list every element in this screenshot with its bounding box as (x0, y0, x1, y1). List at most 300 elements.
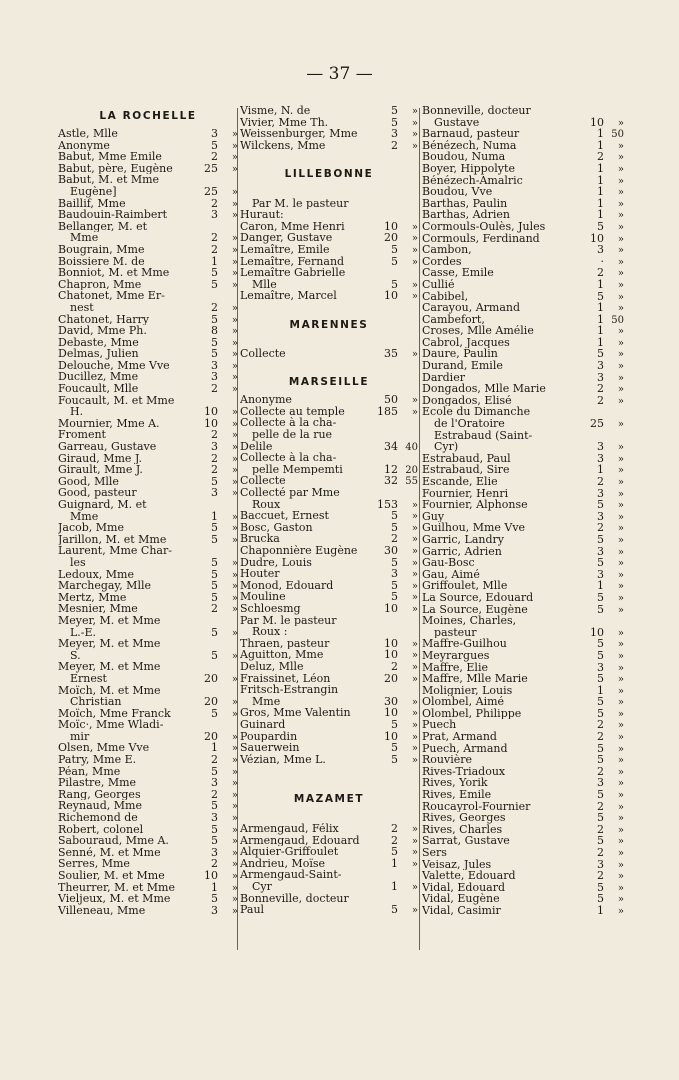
amount-centimes: 20 (405, 464, 418, 476)
amount-francs: 5 (391, 242, 398, 256)
donor-entry (422, 615, 624, 627)
amount-centimes: » (411, 534, 418, 546)
amount-centimes: » (411, 291, 418, 303)
donor-entry (422, 847, 624, 859)
amount-centimes: » (231, 534, 238, 546)
column-1 (58, 105, 238, 916)
donor-entry (422, 824, 624, 836)
donor-entry (58, 696, 238, 708)
amount-francs: 10 (384, 648, 398, 662)
amount-francs: 5 (597, 602, 604, 616)
donor-entry (422, 233, 624, 245)
donor-name: Carayou, Armand (422, 302, 521, 314)
amount-francs: 32 (384, 474, 398, 488)
amount-centimes: » (231, 430, 238, 442)
amount-francs: 5 (211, 764, 218, 778)
donor-entry (58, 383, 238, 395)
donor-entry (422, 801, 624, 813)
amount-francs: 5 (211, 567, 218, 581)
donor-name: Villeneau, Mme (58, 904, 146, 917)
donor-entry (422, 117, 624, 129)
amount-centimes: » (617, 685, 624, 697)
section-heading: MAZAMET (293, 793, 365, 806)
donor-name: Theurrer, M. et Mme (58, 881, 175, 894)
amount-francs: 5 (211, 266, 218, 280)
amount-centimes: » (231, 453, 238, 465)
donor-name: Christian (70, 696, 122, 708)
donor-name: Vidal, Casimir (422, 904, 501, 917)
donor-entry (240, 719, 418, 731)
amount-centimes: » (231, 465, 238, 477)
donor-entry (58, 302, 238, 314)
amount-francs: 2 (211, 382, 218, 396)
donor-name: Rang, Georges (58, 788, 141, 801)
donor-entry (422, 453, 624, 465)
amount-centimes: » (617, 210, 624, 222)
amount-centimes: » (231, 233, 238, 245)
amount-francs: 1 (597, 301, 604, 315)
donor-name: Guy (422, 510, 445, 523)
donor-entry (422, 163, 624, 175)
donor-name: Rives-Triadoux (422, 765, 506, 778)
donor-name: Delouche, Mme Vve (58, 359, 170, 372)
amount-centimes: » (617, 639, 624, 651)
donor-name: Delmas, Julien (58, 348, 139, 360)
donor-entry (240, 487, 418, 499)
amount-centimes: » (411, 499, 418, 511)
donor-name: Barthas, Adrien (422, 209, 510, 221)
amount-francs: 5 (211, 335, 218, 349)
amount-centimes: 50 (611, 129, 624, 141)
amount-centimes: » (411, 708, 418, 720)
donor-name: Delile (240, 440, 273, 453)
donor-name: Olombel, Philippe (422, 707, 522, 720)
amount-francs: 5 (391, 277, 398, 291)
amount-francs: 1 (391, 856, 398, 870)
donor-entry (422, 267, 624, 279)
amount-centimes: » (231, 511, 238, 523)
donor-entry (422, 175, 624, 187)
amount-centimes: » (617, 581, 624, 593)
donor-entry (422, 430, 624, 442)
donor-name: Jarillon, M. et Mme (58, 533, 167, 546)
donor-entry (422, 743, 624, 755)
donor-name: Thraen, pasteur (240, 637, 330, 650)
amount-francs: 20 (204, 729, 218, 743)
amount-centimes: » (231, 627, 238, 639)
donor-name: Astle, Mlle (58, 128, 118, 140)
donor-name: Roux : (252, 626, 288, 638)
donor-entry (422, 291, 624, 303)
donor-entry (58, 441, 238, 453)
amount-francs: 3 (597, 486, 604, 500)
amount-centimes: » (617, 453, 624, 465)
donor-name: Garreau, Gustave (58, 441, 157, 453)
donor-name: Cabrol, Jacques (422, 336, 510, 349)
amount-centimes: » (411, 522, 418, 534)
amount-centimes: 50 (611, 314, 624, 326)
donor-name: mir (70, 730, 90, 743)
donor-name: Chapron, Mme (58, 278, 142, 291)
amount-francs: 3 (597, 451, 604, 465)
amount-centimes: » (617, 303, 624, 315)
donor-entry (240, 198, 418, 210)
donor-name: Meyer, M. et Mme (58, 614, 161, 627)
donor-name: Collecte au temple (240, 405, 345, 418)
donor-name: Bonneville, docteur (422, 105, 531, 117)
amount-centimes: » (617, 813, 624, 825)
amount-francs: 1 (597, 579, 604, 593)
donor-name: Mme (252, 695, 281, 708)
amount-centimes: » (617, 697, 624, 709)
amount-francs: 3 (391, 567, 398, 581)
amount-francs: · (600, 254, 604, 268)
donor-name: Chatonet, Mme Er- (58, 290, 165, 302)
amount-francs: 2 (211, 787, 218, 801)
amount-francs: 1 (597, 161, 604, 175)
amount-centimes: » (231, 697, 238, 709)
donor-entry (422, 719, 624, 731)
donor-name: Garric, Landry (422, 533, 504, 546)
donor-name: Roux (252, 498, 281, 511)
amount-centimes: » (617, 824, 624, 836)
amount-francs: 5 (597, 347, 604, 361)
amount-centimes: » (411, 673, 418, 685)
donor-entry (58, 557, 238, 569)
amount-centimes: » (231, 384, 238, 396)
donor-entry (58, 754, 238, 766)
amount-centimes: » (617, 790, 624, 802)
amount-francs: 5 (391, 903, 398, 917)
donor-name: Guilhou, Mme Vve (422, 522, 526, 534)
amount-francs: 30 (384, 694, 398, 708)
amount-centimes: » (411, 719, 418, 731)
amount-francs: 2 (391, 138, 398, 152)
amount-centimes: » (411, 882, 418, 894)
amount-francs: 5 (211, 822, 218, 836)
amount-francs: 1 (597, 463, 604, 477)
amount-francs: 5 (211, 892, 218, 906)
amount-centimes: » (231, 824, 238, 836)
donor-name: Mme (70, 510, 99, 523)
amount-francs: 5 (597, 811, 604, 825)
amount-francs: 2 (597, 266, 604, 280)
amount-centimes: » (617, 500, 624, 512)
donor-name: Mournier, Mme A. (58, 417, 160, 430)
page-number: — 37 — (306, 64, 373, 84)
amount-centimes: » (617, 256, 624, 268)
donor-name: Foucault, Mlle (58, 383, 139, 395)
amount-francs: 5 (211, 532, 218, 546)
donor-name: La Source, Edouard (422, 591, 534, 604)
donor-name: Péan, Mme (58, 765, 121, 778)
donor-name: Babut, père, Eugène (58, 162, 173, 175)
amount-francs: 2 (597, 799, 604, 813)
amount-centimes: » (617, 291, 624, 303)
donor-name: Puech, Armand (422, 742, 508, 755)
amount-centimes: » (617, 361, 624, 373)
donor-entry (58, 580, 238, 592)
donor-name: Guignard, M. et (58, 499, 147, 511)
amount-francs: 3 (211, 358, 218, 372)
donor-name: Good, pasteur (58, 487, 137, 499)
donor-name: Garric, Adrien (422, 545, 502, 558)
donor-name: Casse, Emile (422, 267, 494, 279)
amount-francs: 5 (391, 509, 398, 523)
amount-francs: 3 (597, 370, 604, 384)
amount-francs: 3 (597, 243, 604, 257)
donor-name: Anonyme (58, 139, 110, 152)
donor-name: Richemond de (58, 812, 138, 824)
donor-entry (422, 464, 624, 476)
amount-francs: 185 (377, 404, 398, 418)
donor-name: Caron, Mme Henri (240, 220, 345, 233)
donor-name: Meyer, M. et Mme (58, 638, 161, 650)
donor-name: Moines, Charles, (422, 615, 517, 627)
amount-centimes: » (617, 871, 624, 883)
amount-centimes: » (231, 476, 238, 488)
donor-name: Reynaud, Mme (58, 800, 142, 813)
donor-name: Cyr) (434, 441, 459, 453)
donor-name: Collecte à la cha- (240, 417, 337, 430)
amount-centimes: » (231, 198, 238, 210)
donor-name: Dudre, Louis (240, 556, 312, 569)
amount-centimes: » (617, 198, 624, 210)
amount-centimes: » (411, 117, 418, 129)
donor-entry (240, 615, 418, 627)
amount-centimes: » (231, 152, 238, 164)
amount-francs: 30 (384, 544, 398, 557)
amount-francs: 2 (597, 730, 604, 744)
amount-centimes: » (411, 221, 418, 233)
amount-centimes: » (231, 418, 238, 430)
amount-centimes: » (617, 140, 624, 152)
amount-centimes: » (231, 813, 238, 825)
section-heading: LILLEBONNE (284, 167, 374, 180)
donor-entry (422, 754, 624, 766)
amount-francs: 5 (211, 312, 218, 326)
amount-centimes: » (231, 337, 238, 349)
amount-centimes: » (411, 638, 418, 650)
donor-name: Chaponnière Eugène (240, 545, 358, 557)
amount-francs: 5 (597, 788, 604, 802)
donor-entry (422, 557, 624, 569)
donor-name: Moïc·, Mme Wladi- (58, 719, 164, 731)
donor-entry (240, 881, 418, 893)
amount-francs: 2 (211, 242, 218, 256)
donor-name: Collecte à la cha- (240, 452, 337, 464)
donor-entry (58, 708, 238, 720)
amount-francs: 34 (384, 439, 398, 453)
donor-name: Sers (422, 847, 447, 859)
donor-entry (240, 603, 418, 615)
donor-entry (240, 823, 418, 835)
donor-entry (240, 754, 418, 766)
donor-entry (422, 673, 624, 685)
amount-francs: 2 (211, 231, 218, 245)
amount-francs: 2 (597, 846, 604, 859)
amount-francs: 5 (597, 892, 604, 906)
donor-name: Collecte (240, 475, 286, 488)
amount-centimes: » (231, 372, 238, 384)
donor-entry (240, 256, 418, 268)
amount-centimes: » (617, 163, 624, 175)
amount-centimes: » (411, 395, 418, 407)
amount-francs: 35 (384, 347, 398, 361)
donor-name: Danger, Gustave (240, 232, 333, 244)
donor-name: Vidal, Edouard (422, 881, 506, 894)
spacer (240, 186, 418, 198)
donor-entry (240, 684, 418, 696)
donor-entry (240, 742, 418, 754)
amount-centimes: » (617, 488, 624, 500)
donor-name: Anonyme (240, 394, 292, 406)
donor-name: Par M. le pasteur (240, 614, 337, 627)
amount-francs: 5 (211, 347, 218, 361)
donor-name: Chatonet, Harry (58, 313, 149, 326)
donor-name: Eugène] (70, 185, 117, 198)
donor-name: Maffre, Mlle Marie (422, 673, 528, 685)
amount-centimes: » (231, 349, 238, 361)
section-heading: MARSEILLE (288, 376, 370, 389)
amount-francs: 2 (391, 822, 398, 836)
amount-centimes: » (231, 442, 238, 454)
amount-centimes: » (617, 778, 624, 790)
donor-entry (58, 870, 238, 882)
amount-francs: 5 (597, 695, 604, 709)
donor-entry (58, 128, 238, 140)
donor-name: Senné, M. et Mme (58, 846, 161, 859)
amount-centimes: » (231, 743, 238, 755)
amount-centimes: » (411, 580, 418, 592)
donor-name: H. (70, 406, 84, 418)
donor-entry (422, 209, 624, 221)
donor-name: David, Mme Ph. (58, 325, 147, 337)
amount-francs: 1 (597, 312, 604, 326)
amount-centimes: » (231, 326, 238, 338)
amount-francs: 1 (597, 277, 604, 291)
donor-name: Estrabaud, Paul (422, 452, 511, 465)
donor-name: Cordes (422, 255, 462, 268)
amount-centimes: » (231, 778, 238, 790)
amount-francs: 5 (211, 799, 218, 813)
donor-name: Lemaître, Fernand (240, 255, 345, 268)
donor-name: Fournier, Alphonse (422, 499, 528, 511)
amount-centimes: » (411, 731, 418, 743)
amount-francs: 3 (597, 544, 604, 558)
donor-name: Vézian, Mme L. (240, 753, 326, 766)
amount-centimes: » (231, 859, 238, 871)
amount-francs: 10 (204, 405, 218, 419)
amount-francs: 1 (597, 173, 604, 187)
donor-name: Barnaud, pasteur (422, 128, 520, 140)
donor-entry (240, 406, 418, 418)
amount-francs: 3 (391, 127, 398, 141)
amount-francs: 2 (211, 150, 218, 164)
donor-name: pasteur (434, 626, 477, 639)
amount-francs: 2 (597, 764, 604, 778)
amount-centimes: » (617, 836, 624, 848)
amount-centimes: » (617, 650, 624, 662)
donor-entry (240, 209, 418, 221)
donor-name: Cabibel, (422, 290, 469, 303)
donor-name: Fraissinet, Léon (240, 672, 331, 685)
amount-centimes: » (617, 395, 624, 407)
amount-centimes: » (617, 627, 624, 639)
amount-centimes: » (617, 558, 624, 570)
amount-francs: 2 (597, 150, 604, 164)
donor-entry (58, 627, 238, 639)
amount-francs: 1 (211, 741, 218, 755)
amount-centimes: » (617, 534, 624, 546)
donor-entry (58, 279, 238, 291)
section-heading: MARENNES (289, 318, 369, 331)
donor-name: L.-E. (70, 626, 97, 639)
amount-centimes: » (231, 140, 238, 152)
donor-name: Molignier, Louis (422, 684, 513, 697)
amount-francs: 10 (384, 289, 398, 303)
donor-entry (422, 348, 624, 360)
donor-name: Rives, Yorik (422, 777, 488, 790)
donor-entry (422, 337, 624, 349)
donor-entry (422, 186, 624, 198)
amount-centimes: » (617, 279, 624, 291)
donor-name: Maffre-Guilhou (422, 638, 507, 650)
donor-name: Ledoux, Mme (58, 568, 134, 581)
amount-francs: 2 (597, 718, 604, 732)
donor-name: Armengaud-Saint- (240, 869, 342, 882)
amount-centimes: » (617, 546, 624, 558)
donor-name: Veisaz, Jules (422, 858, 492, 871)
amount-centimes: » (617, 766, 624, 778)
amount-centimes: » (231, 882, 238, 894)
amount-centimes: » (617, 384, 624, 396)
donor-entry (58, 267, 238, 279)
amount-centimes: » (617, 720, 624, 732)
amount-francs: 5 (211, 590, 218, 604)
donor-entry (240, 244, 418, 256)
donor-name: Fournier, Henri (422, 487, 509, 500)
amount-francs: 3 (211, 903, 218, 917)
amount-francs: 3 (211, 208, 218, 222)
amount-centimes: » (231, 186, 238, 198)
amount-francs: 2 (597, 869, 604, 883)
donor-entry (422, 696, 624, 708)
donor-entry (240, 545, 418, 557)
amount-francs: 5 (391, 752, 398, 766)
donor-name: Bénézech, Numa (422, 139, 517, 152)
donor-name: Meyrargues (422, 649, 490, 662)
amount-francs: 1 (597, 324, 604, 338)
amount-centimes: » (617, 337, 624, 349)
donor-name: Giraud, Mme J. (58, 452, 142, 465)
amount-centimes: » (617, 117, 624, 129)
donor-entry (422, 546, 624, 558)
amount-centimes: » (231, 163, 238, 175)
amount-francs: 3 (211, 845, 218, 859)
donor-name: Pilastre, Mme (58, 777, 137, 789)
donor-name: Schloesmg (240, 602, 301, 615)
amount-centimes: » (231, 523, 238, 535)
donor-name: Olombel, Aimé (422, 696, 505, 708)
amount-francs: 3 (597, 660, 604, 674)
donor-entry (422, 511, 624, 523)
donor-entry (58, 650, 238, 662)
donor-name: Bougrain, Mme (58, 243, 145, 256)
amount-centimes: » (231, 731, 238, 743)
donor-entry (58, 905, 238, 917)
donor-entry (422, 360, 624, 372)
